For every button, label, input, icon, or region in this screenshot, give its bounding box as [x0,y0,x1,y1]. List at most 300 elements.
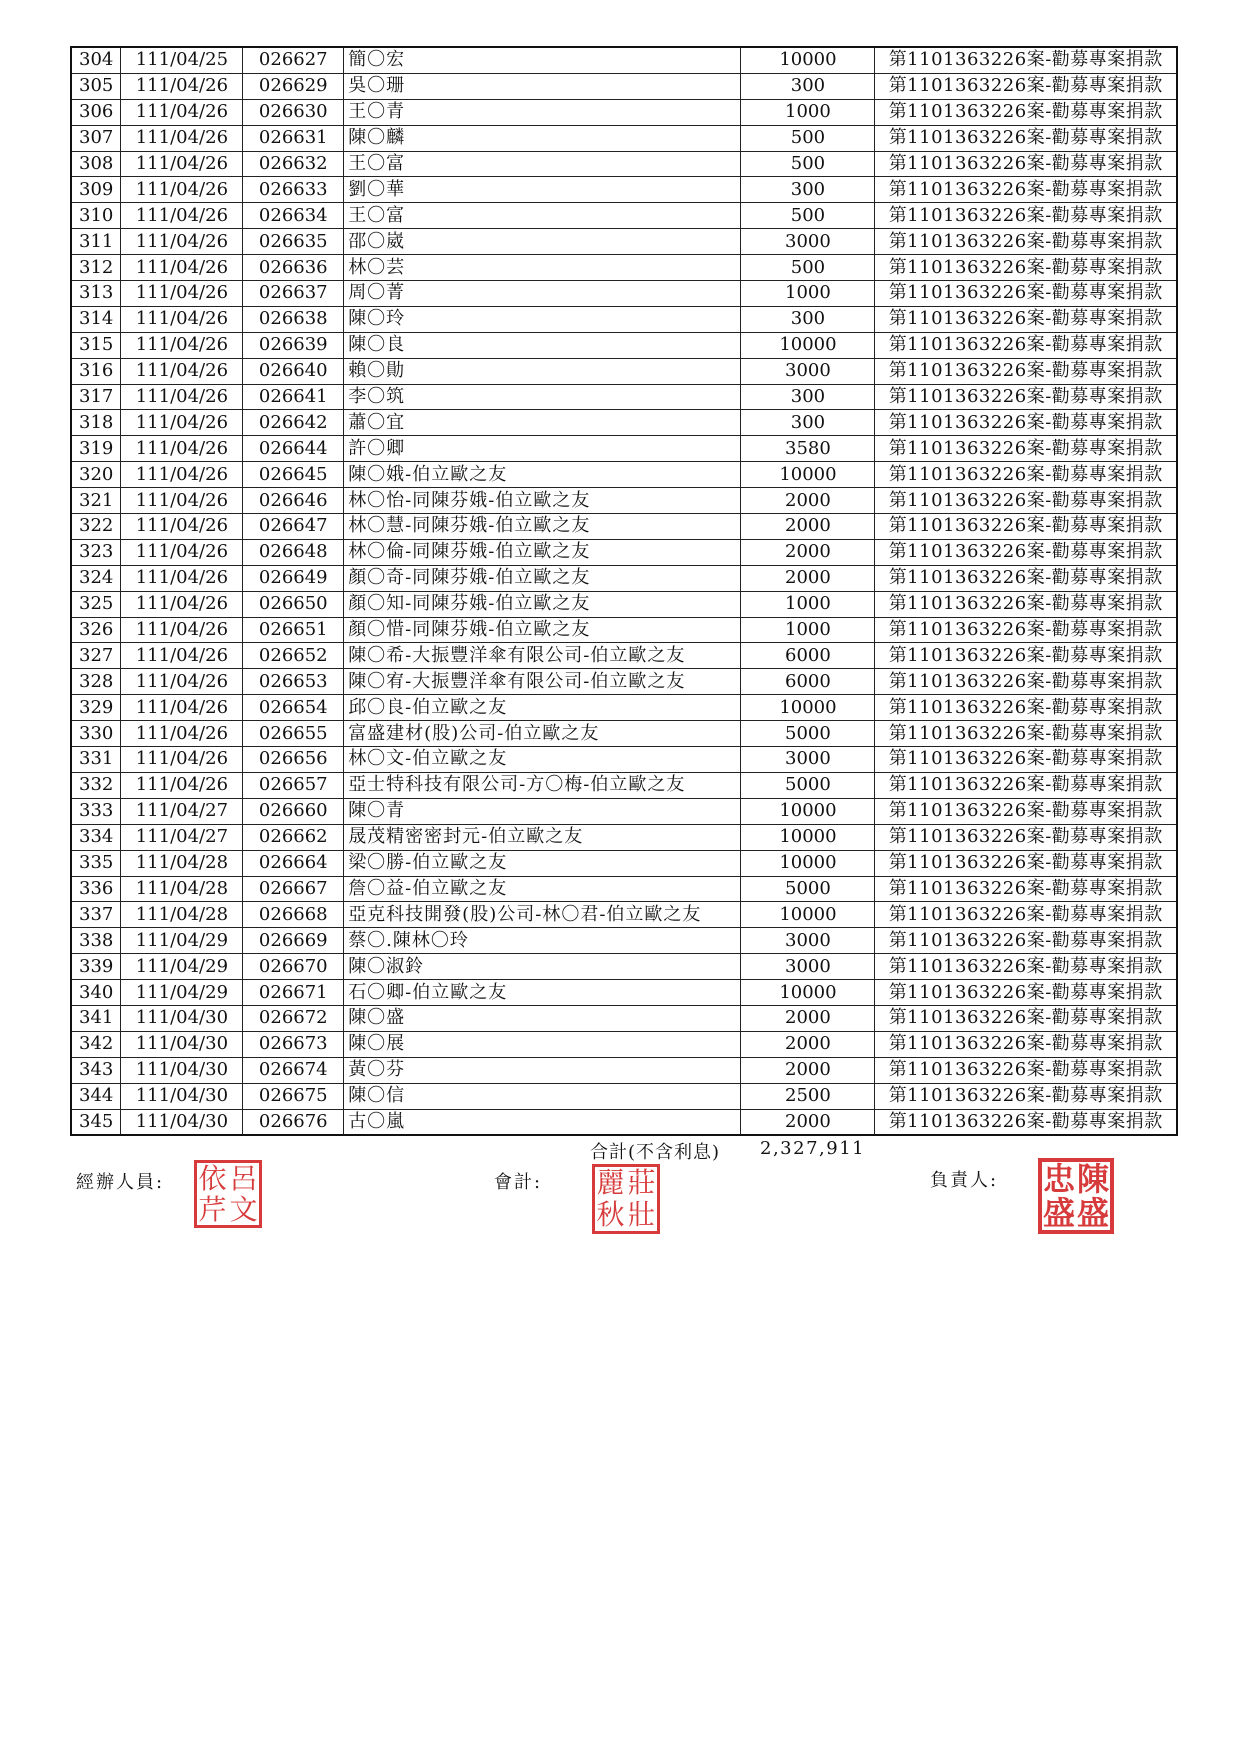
donation-date: 111/04/26 [121,591,243,617]
donation-date: 111/04/26 [121,772,243,798]
accountant-seal-char: 麗 [596,1166,625,1199]
row-number: 306 [71,99,121,125]
receipt-number: 026638 [243,306,344,332]
handler-seal-char: 文 [229,1192,258,1226]
donation-purpose: 第1101363226案-勸募專案捐款 [875,1109,1177,1135]
accountant-seal-char: 壯 [627,1198,656,1231]
donation-date: 111/04/30 [121,1083,243,1109]
accountant-seal-char: 莊 [627,1166,656,1199]
donation-purpose: 第1101363226案-勸募專案捐款 [875,1083,1177,1109]
ledger-body [71,47,1177,1135]
row-number: 341 [71,1005,121,1031]
row-number: 310 [71,203,121,229]
receipt-number: 026676 [243,1109,344,1135]
receipt-number: 026633 [243,177,344,203]
table-row [71,669,1177,695]
donor-name: 亞克科技開發(股)公司-林〇君-伯立歐之友 [344,902,741,928]
donation-purpose: 第1101363226案-勸募專案捐款 [875,772,1177,798]
donation-purpose: 第1101363226案-勸募專案捐款 [875,695,1177,721]
receipt-number: 026640 [243,358,344,384]
donation-amount: 3000 [741,229,875,255]
donation-date: 111/04/26 [121,669,243,695]
receipt-number: 026671 [243,980,344,1006]
donor-name: 蔡〇.陳林〇玲 [344,928,741,954]
row-number: 334 [71,824,121,850]
table-row [71,47,1177,73]
row-number: 330 [71,721,121,747]
donor-name: 王〇富 [344,151,741,177]
receipt-number: 026672 [243,1005,344,1031]
table-row [71,410,1177,436]
receipt-number: 026652 [243,643,344,669]
donation-date: 111/04/30 [121,1109,243,1135]
receipt-number: 026669 [243,928,344,954]
donation-purpose: 第1101363226案-勸募專案捐款 [875,643,1177,669]
donation-date: 111/04/26 [121,617,243,643]
donation-amount: 2000 [741,1005,875,1031]
responsible-seal-char: 忠 [1043,1160,1076,1198]
donation-purpose: 第1101363226案-勸募專案捐款 [875,747,1177,773]
donation-amount: 300 [741,73,875,99]
donation-date: 111/04/26 [121,436,243,462]
donor-name: 亞士特科技有限公司-方〇梅-伯立歐之友 [344,772,741,798]
donation-amount: 3000 [741,747,875,773]
donation-purpose: 第1101363226案-勸募專案捐款 [875,514,1177,540]
donation-amount: 2000 [741,514,875,540]
row-number: 336 [71,876,121,902]
row-number: 345 [71,1109,121,1135]
table-row [71,306,1177,332]
receipt-number: 026644 [243,436,344,462]
donor-name: 陳〇希-大振豐洋傘有限公司-伯立歐之友 [344,643,741,669]
row-number: 304 [71,47,121,73]
donation-amount: 2000 [741,539,875,565]
receipt-number: 026657 [243,772,344,798]
row-number: 344 [71,1083,121,1109]
donation-amount: 6000 [741,643,875,669]
table-row [71,488,1177,514]
donation-date: 111/04/26 [121,695,243,721]
donation-amount: 1000 [741,281,875,307]
table-row [71,876,1177,902]
handler-seal [194,1160,262,1228]
donation-purpose: 第1101363226案-勸募專案捐款 [875,669,1177,695]
donation-purpose: 第1101363226案-勸募專案捐款 [875,902,1177,928]
donation-amount: 5000 [741,876,875,902]
donor-name: 林〇芸 [344,255,741,281]
row-number: 337 [71,902,121,928]
row-number: 307 [71,125,121,151]
receipt-number: 026632 [243,151,344,177]
donation-purpose: 第1101363226案-勸募專案捐款 [875,436,1177,462]
donation-amount: 10000 [741,47,875,73]
donation-date: 111/04/26 [121,125,243,151]
receipt-number: 026648 [243,539,344,565]
donor-name: 林〇慧-同陳芬娥-伯立歐之友 [344,514,741,540]
table-row [71,281,1177,307]
donation-purpose: 第1101363226案-勸募專案捐款 [875,850,1177,876]
row-number: 339 [71,954,121,980]
row-number: 340 [71,980,121,1006]
donation-purpose: 第1101363226案-勸募專案捐款 [875,281,1177,307]
donation-purpose: 第1101363226案-勸募專案捐款 [875,203,1177,229]
donation-purpose: 第1101363226案-勸募專案捐款 [875,798,1177,824]
donation-date: 111/04/26 [121,747,243,773]
donation-amount: 10000 [741,332,875,358]
table-row [71,99,1177,125]
donation-amount: 300 [741,410,875,436]
table-row [71,1083,1177,1109]
responsible-seal-char: 盛 [1043,1194,1076,1232]
donation-purpose: 第1101363226案-勸募專案捐款 [875,980,1177,1006]
donation-date: 111/04/27 [121,798,243,824]
row-number: 322 [71,514,121,540]
donation-date: 111/04/28 [121,876,243,902]
donation-purpose: 第1101363226案-勸募專案捐款 [875,255,1177,281]
receipt-number: 026667 [243,876,344,902]
row-number: 329 [71,695,121,721]
donor-name: 陳〇青 [344,798,741,824]
donation-purpose: 第1101363226案-勸募專案捐款 [875,488,1177,514]
row-number: 342 [71,1031,121,1057]
donation-amount: 500 [741,125,875,151]
donor-name: 富盛建材(股)公司-伯立歐之友 [344,721,741,747]
donation-amount: 6000 [741,669,875,695]
donation-amount: 300 [741,306,875,332]
donor-name: 顏〇知-同陳芬娥-伯立歐之友 [344,591,741,617]
donor-name: 黃〇芬 [344,1057,741,1083]
donation-amount: 2000 [741,488,875,514]
donation-purpose: 第1101363226案-勸募專案捐款 [875,617,1177,643]
donation-date: 111/04/28 [121,850,243,876]
donation-date: 111/04/29 [121,954,243,980]
donation-amount: 500 [741,151,875,177]
table-row [71,747,1177,773]
row-number: 305 [71,73,121,99]
donation-date: 111/04/26 [121,514,243,540]
donation-purpose: 第1101363226案-勸募專案捐款 [875,1057,1177,1083]
row-number: 317 [71,384,121,410]
donor-name: 林〇怡-同陳芬娥-伯立歐之友 [344,488,741,514]
table-row [71,203,1177,229]
receipt-number: 026662 [243,824,344,850]
donor-name: 陳〇展 [344,1031,741,1057]
donation-amount: 500 [741,255,875,281]
donation-amount: 10000 [741,902,875,928]
donation-date: 111/04/26 [121,358,243,384]
donation-purpose: 第1101363226案-勸募專案捐款 [875,1031,1177,1057]
row-number: 321 [71,488,121,514]
donation-amount: 3000 [741,954,875,980]
donation-date: 111/04/30 [121,1005,243,1031]
row-number: 313 [71,281,121,307]
receipt-number: 026630 [243,99,344,125]
donation-date: 111/04/26 [121,177,243,203]
donation-purpose: 第1101363226案-勸募專案捐款 [875,462,1177,488]
row-number: 335 [71,850,121,876]
accountant-seal-char: 秋 [596,1198,625,1231]
donation-purpose: 第1101363226案-勸募專案捐款 [875,928,1177,954]
donation-date: 111/04/26 [121,73,243,99]
receipt-number: 026635 [243,229,344,255]
donor-name: 石〇卿-伯立歐之友 [344,980,741,1006]
row-number: 316 [71,358,121,384]
donation-amount: 500 [741,203,875,229]
donation-purpose: 第1101363226案-勸募專案捐款 [875,824,1177,850]
donation-date: 111/04/26 [121,281,243,307]
donation-amount: 10000 [741,462,875,488]
donation-date: 111/04/26 [121,462,243,488]
donor-name: 邵〇崴 [344,229,741,255]
receipt-number: 026673 [243,1031,344,1057]
donation-amount: 10000 [741,824,875,850]
donation-date: 111/04/26 [121,151,243,177]
table-row [71,539,1177,565]
donation-purpose: 第1101363226案-勸募專案捐款 [875,1005,1177,1031]
total-line [590,1138,866,1164]
receipt-number: 026675 [243,1083,344,1109]
donor-name: 邱〇良-伯立歐之友 [344,695,741,721]
receipt-number: 026634 [243,203,344,229]
row-number: 308 [71,151,121,177]
row-number: 320 [71,462,121,488]
row-number: 343 [71,1057,121,1083]
receipt-number: 026653 [243,669,344,695]
row-number: 315 [71,332,121,358]
donor-name: 顏〇惜-同陳芬娥-伯立歐之友 [344,617,741,643]
table-row [71,358,1177,384]
donation-purpose: 第1101363226案-勸募專案捐款 [875,876,1177,902]
receipt-number: 026639 [243,332,344,358]
accountant-label: 會計: [494,1172,543,1193]
handler-label: 經辦人員: [76,1172,165,1193]
donor-name: 蕭〇宜 [344,410,741,436]
table-row [71,772,1177,798]
receipt-number: 026660 [243,798,344,824]
donation-purpose: 第1101363226案-勸募專案捐款 [875,73,1177,99]
donation-date: 111/04/27 [121,824,243,850]
row-number: 331 [71,747,121,773]
donor-name: 陳〇盛 [344,1005,741,1031]
receipt-number: 026642 [243,410,344,436]
donation-amount: 300 [741,177,875,203]
donation-date: 111/04/26 [121,255,243,281]
donation-date: 111/04/30 [121,1057,243,1083]
row-number: 332 [71,772,121,798]
receipt-number: 026636 [243,255,344,281]
row-number: 318 [71,410,121,436]
table-row [71,928,1177,954]
handler-seal-char: 依 [198,1161,227,1195]
donor-name: 吳〇珊 [344,73,741,99]
donation-date: 111/04/26 [121,332,243,358]
row-number: 324 [71,565,121,591]
receipt-number: 026654 [243,695,344,721]
donor-name: 顏〇奇-同陳芬娥-伯立歐之友 [344,565,741,591]
responsible-seal-char: 陳 [1077,1160,1110,1198]
donation-purpose: 第1101363226案-勸募專案捐款 [875,332,1177,358]
donation-amount: 3000 [741,928,875,954]
donation-date: 111/04/26 [121,410,243,436]
donor-name: 陳〇麟 [344,125,741,151]
row-number: 309 [71,177,121,203]
donor-name: 李〇筑 [344,384,741,410]
donation-date: 111/04/29 [121,980,243,1006]
row-number: 311 [71,229,121,255]
donation-date: 111/04/26 [121,384,243,410]
table-row [71,954,1177,980]
donation-amount: 2000 [741,565,875,591]
donation-amount: 1000 [741,99,875,125]
donation-date: 111/04/26 [121,721,243,747]
donor-name: 晟茂精密密封元-伯立歐之友 [344,824,741,850]
table-row [71,229,1177,255]
donor-name: 許〇卿 [344,436,741,462]
row-number: 327 [71,643,121,669]
table-row [71,798,1177,824]
donation-date: 111/04/26 [121,643,243,669]
donor-name: 簡〇宏 [344,47,741,73]
table-row [71,73,1177,99]
donation-amount: 2000 [741,1109,875,1135]
donation-date: 111/04/26 [121,99,243,125]
donation-amount: 300 [741,384,875,410]
receipt-number: 026645 [243,462,344,488]
table-row [71,255,1177,281]
donor-name: 周〇菁 [344,281,741,307]
handler-seal-char: 呂 [229,1161,258,1195]
table-row [71,902,1177,928]
donor-name: 陳〇信 [344,1083,741,1109]
receipt-number: 026656 [243,747,344,773]
donation-amount: 10000 [741,850,875,876]
donor-name: 陳〇良 [344,332,741,358]
receipt-number: 026668 [243,902,344,928]
responsible-seal [1038,1158,1114,1234]
donation-purpose: 第1101363226案-勸募專案捐款 [875,99,1177,125]
donation-amount: 10000 [741,695,875,721]
row-number: 338 [71,928,121,954]
donation-amount: 1000 [741,591,875,617]
receipt-number: 026649 [243,565,344,591]
donation-purpose: 第1101363226案-勸募專案捐款 [875,954,1177,980]
row-number: 326 [71,617,121,643]
table-row [71,384,1177,410]
donation-purpose: 第1101363226案-勸募專案捐款 [875,125,1177,151]
table-row [71,177,1177,203]
table-row [71,565,1177,591]
donor-name: 陳〇宥-大振豐洋傘有限公司-伯立歐之友 [344,669,741,695]
donation-date: 111/04/26 [121,565,243,591]
donor-name: 劉〇華 [344,177,741,203]
donation-date: 111/04/30 [121,1031,243,1057]
donation-amount: 3580 [741,436,875,462]
donation-date: 111/04/25 [121,47,243,73]
table-row [71,824,1177,850]
donor-name: 王〇富 [344,203,741,229]
donation-amount: 2000 [741,1031,875,1057]
table-row [71,1031,1177,1057]
accountant-seal [592,1164,660,1234]
donation-amount: 2500 [741,1083,875,1109]
receipt-number: 026641 [243,384,344,410]
donation-amount: 5000 [741,772,875,798]
donor-name: 賴〇勛 [344,358,741,384]
receipt-number: 026650 [243,591,344,617]
donation-date: 111/04/28 [121,902,243,928]
row-number: 314 [71,306,121,332]
receipt-number: 026647 [243,514,344,540]
receipt-number: 026651 [243,617,344,643]
donation-purpose: 第1101363226案-勸募專案捐款 [875,591,1177,617]
receipt-number: 026646 [243,488,344,514]
donation-purpose: 第1101363226案-勸募專案捐款 [875,384,1177,410]
table-row [71,617,1177,643]
donor-name: 王〇青 [344,99,741,125]
donor-name: 陳〇娥-伯立歐之友 [344,462,741,488]
table-row [71,850,1177,876]
donor-name: 林〇倫-同陳芬娥-伯立歐之友 [344,539,741,565]
donor-name: 林〇文-伯立歐之友 [344,747,741,773]
table-row [71,721,1177,747]
donor-name: 陳〇淑鈴 [344,954,741,980]
donor-name: 古〇嵐 [344,1109,741,1135]
receipt-number: 026655 [243,721,344,747]
donation-purpose: 第1101363226案-勸募專案捐款 [875,47,1177,73]
responsible-label: 負責人: [930,1170,999,1191]
table-row [71,151,1177,177]
receipt-number: 026664 [243,850,344,876]
donation-purpose: 第1101363226案-勸募專案捐款 [875,565,1177,591]
row-number: 323 [71,539,121,565]
table-row [71,125,1177,151]
donation-amount: 10000 [741,980,875,1006]
row-number: 319 [71,436,121,462]
donation-purpose: 第1101363226案-勸募專案捐款 [875,721,1177,747]
donation-purpose: 第1101363226案-勸募專案捐款 [875,539,1177,565]
table-row [71,980,1177,1006]
responsible-seal-char: 盛 [1077,1194,1110,1232]
table-row [71,1057,1177,1083]
donor-name: 陳〇玲 [344,306,741,332]
table-row [71,436,1177,462]
donation-purpose: 第1101363226案-勸募專案捐款 [875,229,1177,255]
total-value: 2,327,911 [760,1138,866,1159]
total-label: 合計(不含利息) [590,1142,721,1163]
donation-date: 111/04/26 [121,488,243,514]
donor-name: 詹〇益-伯立歐之友 [344,876,741,902]
row-number: 312 [71,255,121,281]
donation-amount: 2000 [741,1057,875,1083]
table-row [71,462,1177,488]
donation-date: 111/04/26 [121,306,243,332]
receipt-number: 026670 [243,954,344,980]
handler-seal-char: 芹 [198,1192,227,1226]
table-row [71,591,1177,617]
donation-amount: 1000 [741,617,875,643]
donor-name: 梁〇勝-伯立歐之友 [344,850,741,876]
donation-purpose: 第1101363226案-勸募專案捐款 [875,306,1177,332]
table-row [71,1005,1177,1031]
table-row [71,695,1177,721]
receipt-number: 026631 [243,125,344,151]
table-row [71,643,1177,669]
donation-purpose: 第1101363226案-勸募專案捐款 [875,177,1177,203]
receipt-number: 026637 [243,281,344,307]
donation-purpose: 第1101363226案-勸募專案捐款 [875,410,1177,436]
donation-date: 111/04/29 [121,928,243,954]
donation-date: 111/04/26 [121,229,243,255]
